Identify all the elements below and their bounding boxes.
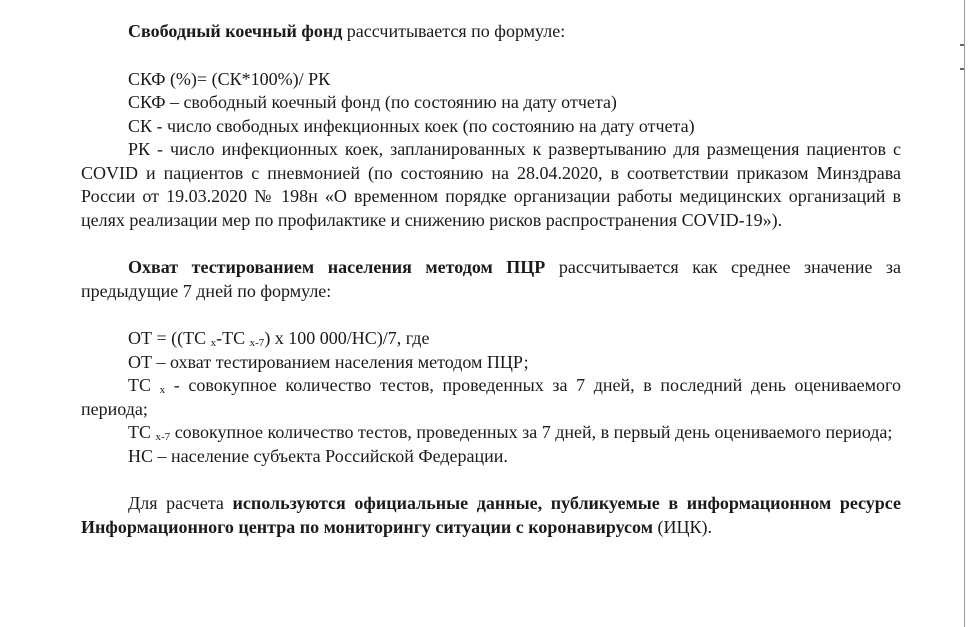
edge-mark [960, 44, 964, 46]
source-text-end: (ИЦК). [652, 516, 712, 537]
formula-block-free-beds [81, 68, 901, 139]
formula-free-beds: СКФ (%)= (СК*100%)/ РК [128, 68, 331, 89]
definition-rk: РК - число инфекционных коек, запланированных к развертыванию для размещения пациентов с COVID и пациентов с пневмонией (по состоянию на 28.04.2020, в соответствии приказом Минздрава России от 19.03.2020 № 198н «О временном порядке организации работы медицинских организаций в целях реализации мер по профилактике и снижению рисков распространения COVID-19»). [81, 139, 901, 230]
term-pcr-coverage: Охват тестированием населения методом ПЦР [128, 257, 546, 277]
definition-hc: НС – население субъекта Российской Федерации. [128, 445, 508, 466]
paragraph-free-beds-intro [81, 20, 901, 44]
definition-ot: ОТ – охват тестированием населения методом ПЦР; [128, 351, 529, 372]
paragraph-pcr-coverage-intro [81, 256, 901, 303]
paragraph-data-source [81, 492, 901, 539]
definition-tcx: ТС $_x$ - совокупное количество тестов, проведенных за 7 дней, в последний день оцениваемого периода; [81, 375, 901, 419]
definition-tcx7: ТС $_{x-7}$ совокупное количество тестов, проведенных за 7 дней, в первый день оцениваемого периода; [128, 422, 893, 443]
term-free-beds: Свободный коечный фонд [128, 21, 343, 41]
intro-text: рассчитывается как среднее значение за предыдущие 7 дней по формуле: [81, 257, 901, 301]
definition-hc-block [81, 445, 901, 469]
definition-skf: СКФ – свободный коечный фонд (по состоянию на дату отчета) [128, 92, 617, 112]
formula-block-pcr [81, 327, 901, 374]
page-edge-line [964, 0, 965, 627]
intro-text: рассчитывается по формуле: [342, 21, 566, 41]
formula-pcr-coverage: ОТ = ((ТС $_x$-ТС $_{x-7}$) х 100 000/НС)/7, где [128, 328, 430, 349]
definition-sk: СК - число свободных инфекционных коек (по состоянию на дату отчета) [128, 115, 695, 136]
edge-mark [960, 68, 964, 70]
source-bold-text: используются официальные данные, публикуемые в информационном ресурсе Информационного центра по мониторингу ситуации с коронавирусом [81, 493, 902, 537]
document-body [81, 20, 901, 539]
source-text-start: Для расчета [128, 493, 233, 513]
